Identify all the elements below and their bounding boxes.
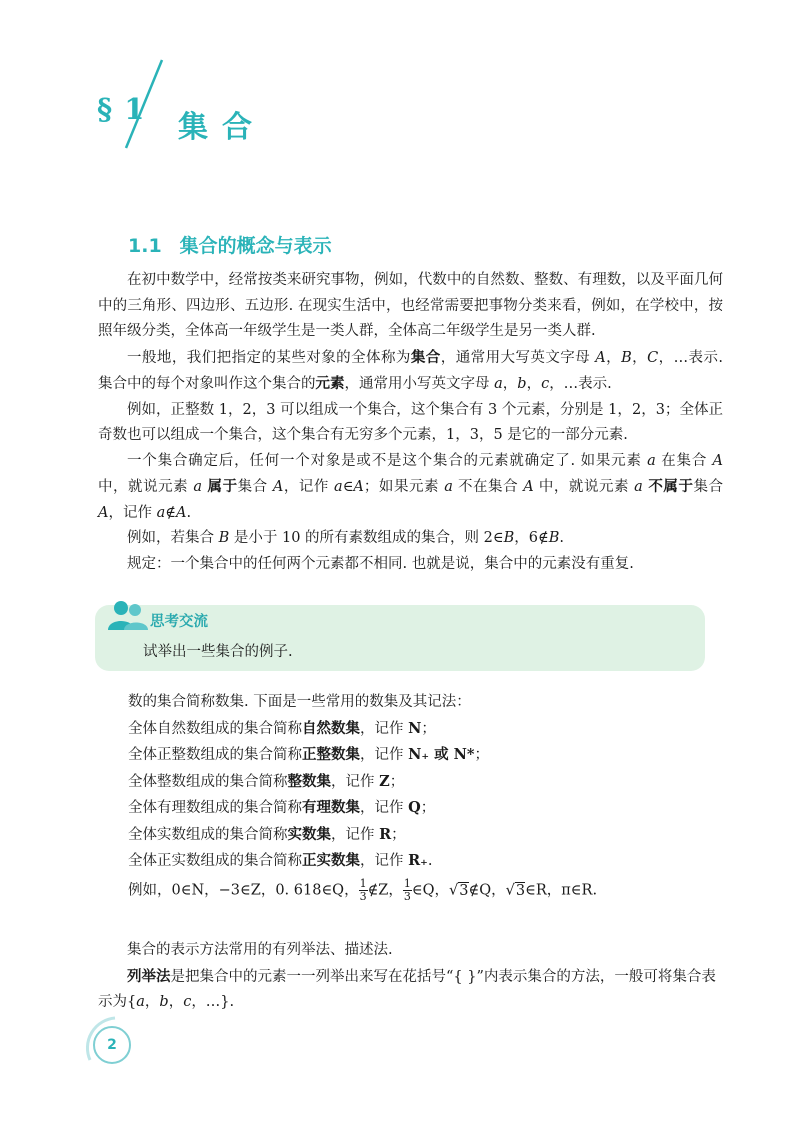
- people-icon: [107, 598, 149, 632]
- page-number: 2: [93, 1026, 131, 1064]
- section-number: 1.1: [128, 235, 162, 257]
- number-set-item: 全体整数组成的集合简称整数集，记作 Z；: [128, 772, 405, 790]
- representation-text: [98, 938, 723, 1016]
- listing-method-paragraph: 列举法是把集合中的元素一一列举出来写在花括号“{ }”内表示集合的方法，一般可将集合表示为{a，b，c，…}.: [98, 967, 716, 1010]
- paragraph-3: 例如，正整数 1，2，3 可以组成一个集合，这个集合有 3 个元素，分别是 1，2，3；全体正奇数也可以组成一个集合，这个集合有无穷多个元素，1，3，5 是它的一部分元素.: [98, 401, 723, 443]
- number-set-item: 全体正整数组成的集合简称正整数集，记作 N₊ 或 N*；: [128, 746, 489, 763]
- section-title: 集合的概念与表示: [179, 235, 332, 257]
- number-sets-list: [128, 690, 489, 875]
- think-discuss-title: 思考交流: [150, 614, 208, 630]
- representation-intro: 集合的表示方法常用的有列举法、描述法.: [127, 942, 393, 958]
- paragraph-1: 在初中数学中，经常按类来研究事物，例如，代数中的自然数、整数、有理数，以及平面几何中的三角形、四边形、五边形. 在现实生活中，也经常需要把事物分类来看，例如，在学校中，按照年级分类，全体高一年级学生是一类人群，全体高二年级学生是另一类人群.: [98, 272, 723, 339]
- chapter-number: § 1: [97, 92, 146, 126]
- number-set-item: 全体有理数组成的集合简称有理数集，记作 Q；: [128, 799, 436, 816]
- number-set-item: 全体实数组成的集合简称实数集，记作 R；: [128, 825, 406, 843]
- fraction: $\frac{1}{3}$: [359, 877, 367, 903]
- number-sets-intro: 数的集合简称数集. 下面是一些常用的数集及其记法：: [128, 694, 471, 710]
- paragraph-5: 例如，若集合 B 是小于 10 的所有素数组成的集合，则 2∈B，6∉B.: [127, 530, 565, 546]
- chapter-divider-slash: [118, 56, 168, 152]
- paragraph-4: 一个集合确定后，任何一个对象是或不是这个集合的元素就确定了. 如果元素 a 在集合 A 中，就说元素 a 属于集合 A，记作 a∈A；如果元素 a 不在集合 A 中，就说元素 a 不属于集合 A，记作 a∉A.: [98, 452, 724, 521]
- fraction: $\frac{1}{3}$: [403, 877, 411, 903]
- paragraph-2: 一般地，我们把指定的某些对象的全体称为集合，通常用大写英文字母 A，B，C，…表示. 集合中的每个对象叫作这个集合的元素，通常用小写英文字母 a，b，c，…表示.: [98, 348, 724, 392]
- chapter-title: 集合: [178, 110, 266, 145]
- number-set-item: 全体正实数组成的集合简称正实数集，记作 R₊.: [128, 852, 433, 869]
- number-set-item: 全体自然数组成的集合简称自然数集，记作 N；: [128, 719, 436, 737]
- think-discuss-text: 试举出一些集合的例子.: [143, 644, 293, 660]
- intro-text: [98, 268, 723, 577]
- paragraph-6: 规定：一个集合中的任何两个元素都不相同. 也就是说，集合中的元素没有重复.: [127, 555, 634, 572]
- section-heading: [128, 231, 332, 258]
- membership-example: 例如，0∈N，−3∈Z，0. 618∈Q， $\frac{1}{3}$ ∉Z， $\frac{1}{3}$ ∈Q，√3∉Q，√3∈R，π∈R.: [128, 877, 598, 903]
